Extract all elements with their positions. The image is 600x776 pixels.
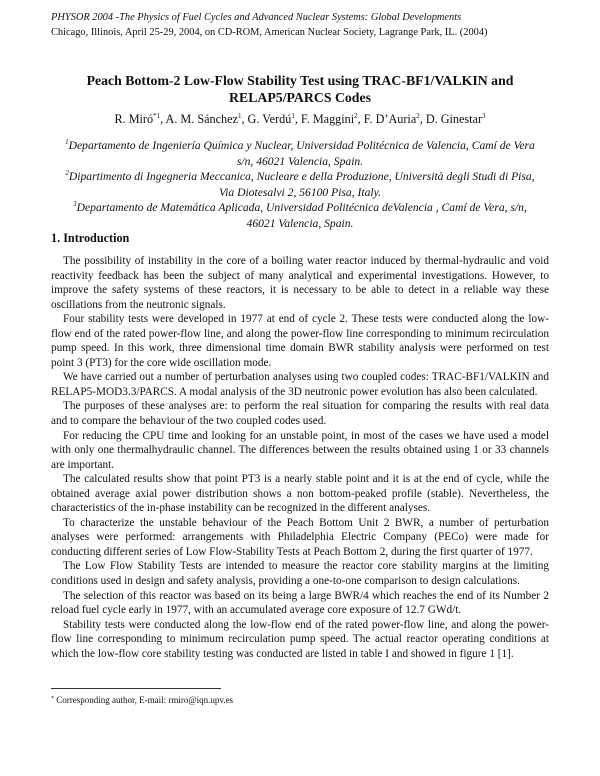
affiliation-number: 1 — [65, 138, 69, 146]
affiliation: $^3$Departamento de Matemática Aplicada, Universidad Politécnica deValencia , Camí de Vera, s/n, 46021 Valencia, Spain. — [73, 200, 527, 230]
body-paragraph: For reducing the CPU time and looking for an unstable point, in most of the cases we have used a model with only one thermalhydraulic channel. The differences between the results obtained using 1 or 33 channels are important. — [51, 429, 549, 471]
body-paragraph: The selection of this reactor was based on its being a large BWR/4 which reaches the end of its Number 2 reload fuel cycle early in 1977, with an accumulated average core exposure of 12.7 GWd/t. — [51, 589, 549, 617]
author-affiliation-mark: 2 — [416, 112, 420, 120]
author-name: F. D’Auria — [363, 112, 417, 126]
affiliation-number: 2 — [65, 169, 69, 177]
body-paragraph: The purposes of these analyses are: to perform the real situation for comparing the results with real data and to compare the behaviour of the two coupled codes used. — [51, 400, 549, 428]
author-list: R. Miró$^{*1}$, A. M. Sánchez$^1$, G. Verdú$^1$, F. Maggini$^2$, F. D’Auria$^2$, D. Ginestar$^3$ — [114, 112, 486, 126]
footnote — [51, 694, 233, 706]
footnote-mark: * — [51, 696, 54, 702]
conference-details: Chicago, Illinois, April 25-29, 2004, on CD-ROM, American Nuclear Society, Lagrange Park, IL. (2004) — [51, 27, 488, 38]
conference-name: PHYSOR 2004 -The Physics of Fuel Cycles and Advanced Nuclear Systems: Global Developments — [51, 12, 462, 23]
paper-title-line-1: Peach Bottom-2 Low-Flow Stability Test using TRAC-BF1/VALKIN and — [86, 73, 514, 88]
body-paragraph: The Low Flow Stability Tests are intended to measure the reactor core stability margins at the limiting conditions used in design and safety analysis, providing a one-to-one comparison to design calculations. — [51, 560, 549, 588]
author-affiliation-mark: 1 — [291, 112, 295, 120]
author-name: R. Miró — [114, 112, 154, 126]
footnote-divider — [51, 688, 221, 689]
body-paragraph: Stability tests were conducted along the low-flow end of the rated power-flow line, and along the power-flow line corresponding to minimum recirculation pump speed. The actual reactor operating conditions at which the low-flow core stability testing was conducted are listed in table I and showed in figure 1 [1]. — [51, 618, 549, 660]
body-paragraph: We have carried out a number of perturbation analyses using two coupled codes: TRAC-BF1/VALKIN and RELAP5-MOD3.3/PARCS. A modal analysis of the 3D neutronic power evolution has also been calculated. — [51, 371, 549, 398]
section-body — [51, 254, 549, 661]
author-name: A. M. Sánchez — [165, 112, 238, 126]
author-affiliation-mark: 2 — [354, 112, 358, 120]
footnote-text: Corresponding author, E-mail: rmiro@iqn.upv.es — [56, 695, 234, 705]
author-affiliation-mark: *1 — [153, 112, 161, 120]
author-name: G. Verdú — [247, 112, 292, 126]
body-paragraph: Four stability tests were developed in 1977 at end of cycle 2. These tests were conducted along the low-flow end of the rated power-flow line, and along the power-flow line corresponding to minimum recirculation pump speed. In this work, three dimensional time domain BWR stability analysis were performed on test point 3 (PT3) for the core wide oscillation mode. — [51, 313, 549, 369]
affiliation-list — [52, 138, 548, 231]
body-paragraph: The calculated results show that point PT3 is a nearly stable point and it is at the end of cycle, while the obtained average axial power distribution shows a non bottom-peaked profile (stable). Nevertheless, the characteristics of the in-phase instability can be recognized in the different analyses. — [51, 473, 549, 515]
affiliation: $^2$Dipartimento di Ingegneria Meccanica, Nucleare e della Produzione, Università degli Studi di Pisa, Via Diotesalvi 2, 56100 Pisa, Italy. — [65, 169, 535, 199]
author-affiliation-mark: 1 — [237, 112, 242, 120]
section-heading: 1. Introduction — [51, 231, 130, 245]
affiliation-number: 3 — [73, 200, 77, 208]
author-affiliation-mark: 3 — [482, 112, 486, 120]
body-paragraph: The possibility of instability in the core of a boiling water reactor induced by thermal-hydraulic and void reactivity feedback has been the subject of many analytical and experimental investigations. However, to improve the safety systems of these reactors, it is necessary to be able to detect in a reliable way these oscillations from the neutronic signals. — [51, 255, 549, 311]
body-paragraph: To characterize the unstable behaviour of the Peach Bottom Unit 2 BWR, a number of perturbation analyses were performed: arrangements with Philadelphia Electric Company (PECo) were made for conducting different series of Low Flow-Stability Tests at Peach Bottom 2, during the first quarter of 1977. — [51, 516, 549, 558]
running-head — [51, 10, 551, 40]
author-name: F. Maggini — [300, 112, 355, 126]
paper-title-line-2: RELAP5/PARCS Codes — [229, 90, 371, 105]
author-name: D. Ginestar — [425, 112, 483, 126]
paper-title — [60, 72, 540, 106]
affiliation: $^1$Departamento de Ingeniería Química y Nuclear, Universidad Politécnica de Valencia, Camí de Vera s/n, 46021 Valencia, Spain. — [65, 138, 535, 168]
